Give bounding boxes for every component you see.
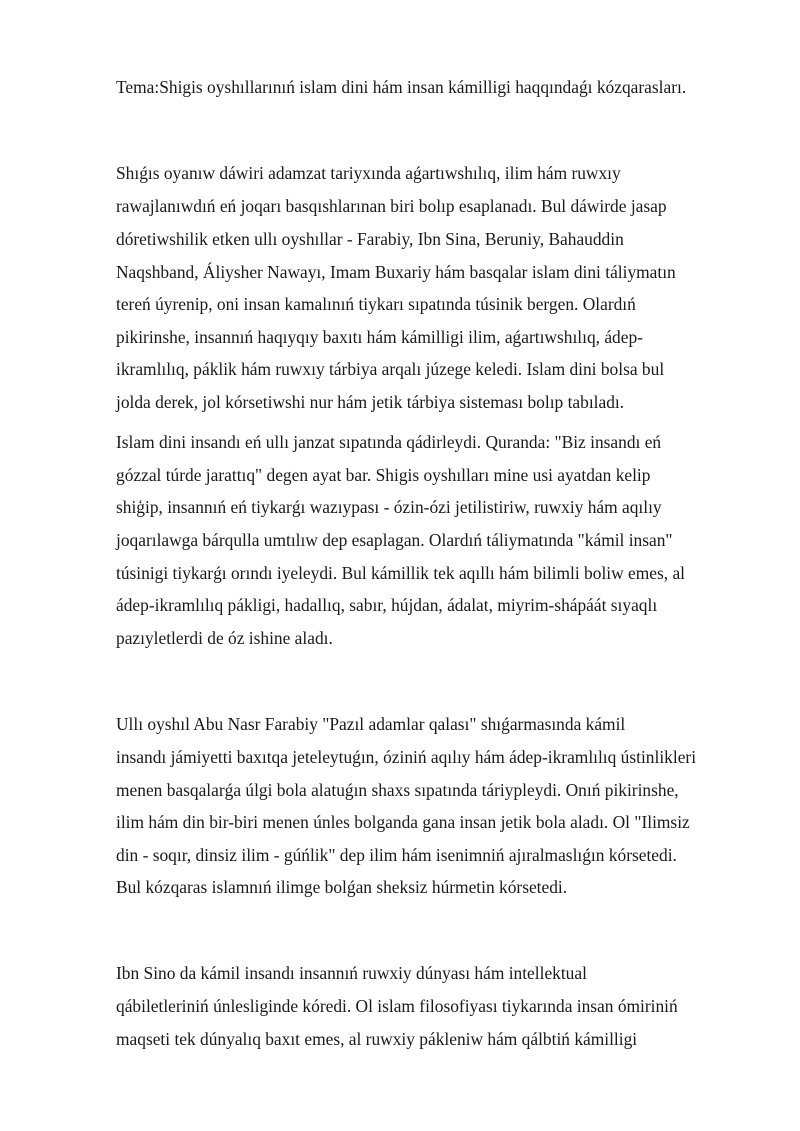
- paragraph-line: maqseti tek dúnyalıq baxıt emes, al ruwxiy pákleniw hám qálbtiń kámilligi: [116, 1029, 638, 1049]
- paragraph-line: joqarılawga bárqulla umtılıw dep esaplagan. Olardıń táliymatında "kámil insan": [116, 530, 673, 550]
- paragraph-line: jolda derek, jol kórsetiwshi nur hám jetik tárbiya sisteması bolıp tabıladı.: [116, 392, 625, 412]
- paragraph-line: pikirinshe, insannıń haqıyqıy baxıtı hám kámilligi ilim, aǵartıwshılıq, ádep-: [116, 327, 643, 347]
- paragraph-line: Bul kózqaras islamnıń ilimge bolǵan sheksiz húrmetin kórsetedi.: [116, 877, 568, 897]
- paragraph-line: Ibn Sino da kámil insandı insannıń ruwxiy dúnyası hám intellektual: [116, 963, 587, 983]
- paragraph-line: shiģip, insannıń eń tiykarǵı wazıypası - ózin-ózi jetilistiriw, ruwxiy hám aqılıy: [116, 497, 662, 517]
- paragraph-line: ilim hám din bir-biri menen únles bolganda gana insan jetik bola aladı. Ol "Ilimsiz: [116, 812, 690, 832]
- paragraph-line: tereń úyrenip, oni insan kamalınıń tiykarı sıpatında túsinik bergen. Olardıń: [116, 294, 636, 314]
- paragraph-line: Islam dini insandı eń ullı janzat sıpatında qádirleydi. Quranda: "Biz insandı eń: [116, 432, 662, 452]
- paragraph-line: Shıǵıs oyanıw dáwiri adamzat tariyxında aǵartıwshılıq, ilim hám ruwxıy: [116, 163, 621, 183]
- paragraph-line: gózzal túrde jarattıq" degen ayat bar. Shigis oyshılları mine usi ayatdan kelip: [116, 465, 651, 485]
- paragraph-line: túsinigi tiykarǵı orındı iyeleydi. Bul kámillik tek aqıllı hám bilimli boliw emes, al: [116, 563, 685, 583]
- paragraph-line: dóretiwshilik etken ullı oyshıllar - Farabiy, Ibn Sina, Beruniy, Bahauddin: [116, 229, 624, 249]
- paragraph-line: din - soqır, dinsiz ilim - gúńlik" dep ilim hám isenimniń ajıralmaslıǵın kórsetedi.: [116, 845, 677, 865]
- paragraph-line: menen basqalarǵa úlgi bola alatuǵın shaxs sıpatında táriypleydi. Onıń pikirinshe,: [116, 780, 679, 800]
- paragraph-line: pazıyletlerdi de óz ishine aladı.: [116, 628, 333, 648]
- paragraph-line: insandı jámiyetti baxıtqa jeteleytuǵın, óziniń aqılıy hám ádep-ikramlılıq ústinlikleri: [116, 747, 697, 767]
- paragraph-line: qábiletleriniń únlesliginde kóredi. Ol islam filosofiyası tiykarında insan ómiriniń: [116, 996, 678, 1016]
- document-title: Tema:Shigis oyshıllarınıń islam dini hám insan kámilligi haqqındaǵı kózqarasları.: [116, 77, 687, 97]
- paragraph-line: Ullı oyshıl Abu Nasr Farabiy "Pazıl adamlar qalası" shıǵarmasında kámil: [116, 714, 626, 734]
- paragraph-line: ádep-ikramlılıq pákligi, hadallıq, sabır, hújdan, ádalat, miyrim-shápáát sıyaqlı: [116, 595, 658, 615]
- paragraph-line: rawajlanıwdıń eń joqarı basqıshlarınan biri bolıp esaplanadı. Bul dáwirde jasap: [116, 196, 667, 216]
- paragraph-line: ikramlılıq, páklik hám ruwxıy tárbiya arqalı júzege keledi. Islam dini bolsa bul: [116, 359, 665, 379]
- paragraph-line: Naqshband, Áliysher Nawayı, Imam Buxariy hám basqalar islam dini táliymatın: [116, 262, 676, 282]
